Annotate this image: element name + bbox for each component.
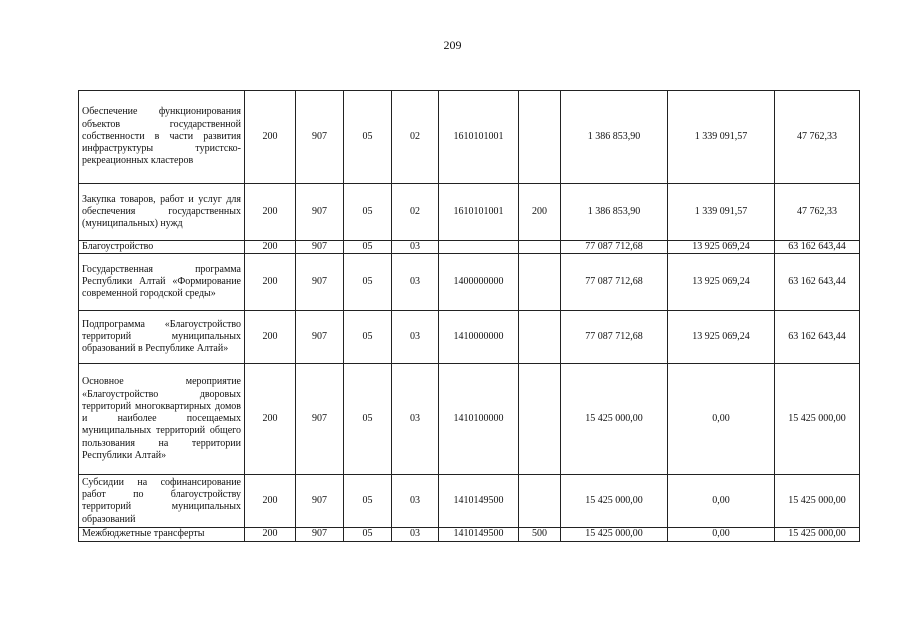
target-article: 1610101001 xyxy=(439,91,519,184)
amount-total: 77 087 712,68 xyxy=(561,254,668,311)
target-article xyxy=(439,241,519,254)
section-code: 05 xyxy=(344,311,392,364)
subsection-code: 02 xyxy=(392,91,439,184)
amount-regional: 15 425 000,00 xyxy=(775,364,860,475)
amount-federal: 13 925 069,24 xyxy=(668,311,775,364)
amount-regional: 15 425 000,00 xyxy=(775,475,860,528)
table-row xyxy=(79,91,860,184)
expense-type xyxy=(519,475,561,528)
section-code: 05 xyxy=(344,241,392,254)
expense-type xyxy=(519,364,561,475)
target-article: 1410149500 xyxy=(439,528,519,541)
row-name: Закупка товаров, работ и услуг для обеспечения государственных (муниципальных) нужд xyxy=(79,184,245,241)
table-row xyxy=(79,184,860,241)
table-row xyxy=(79,528,860,541)
row-name: Основное мероприятие «Благоустройство дворовых территорий многоквартирных домов и наиболее посещаемых муниципальных территорий общего пользования на территории Республики Алтай» xyxy=(79,364,245,475)
ministry-code: 907 xyxy=(296,475,344,528)
amount-regional: 15 425 000,00 xyxy=(775,528,860,541)
table-row xyxy=(79,241,860,254)
admin-code: 200 xyxy=(245,364,296,475)
table-row xyxy=(79,254,860,311)
row-name: Подпрограмма «Благоустройство территорий муниципальных образований в Республике Алтай» xyxy=(79,311,245,364)
expense-type xyxy=(519,311,561,364)
admin-code: 200 xyxy=(245,91,296,184)
table-row xyxy=(79,364,860,475)
ministry-code: 907 xyxy=(296,364,344,475)
admin-code: 200 xyxy=(245,311,296,364)
expense-type: 200 xyxy=(519,184,561,241)
amount-total: 77 087 712,68 xyxy=(561,241,668,254)
row-name: Обеспечение функционирования объектов государственной собственности в части развития инфраструктуры туристско-рекреационных кластеров xyxy=(79,91,245,184)
subsection-code: 03 xyxy=(392,241,439,254)
ministry-code: 907 xyxy=(296,254,344,311)
row-name: Межбюджетные трансферты xyxy=(79,528,245,541)
amount-total: 15 425 000,00 xyxy=(561,475,668,528)
amount-total: 15 425 000,00 xyxy=(561,528,668,541)
page-number: 209 xyxy=(443,38,462,52)
expense-type xyxy=(519,91,561,184)
admin-code: 200 xyxy=(245,241,296,254)
amount-federal: 1 339 091,57 xyxy=(668,184,775,241)
subsection-code: 03 xyxy=(392,364,439,475)
amount-federal: 0,00 xyxy=(668,475,775,528)
section-code: 05 xyxy=(344,528,392,541)
ministry-code: 907 xyxy=(296,528,344,541)
ministry-code: 907 xyxy=(296,184,344,241)
amount-federal: 1 339 091,57 xyxy=(668,91,775,184)
subsection-code: 02 xyxy=(392,184,439,241)
subsection-code: 03 xyxy=(392,311,439,364)
amount-total: 1 386 853,90 xyxy=(561,184,668,241)
row-name: Благоустройство xyxy=(79,241,245,254)
subsection-code: 03 xyxy=(392,528,439,541)
table-row xyxy=(79,311,860,364)
row-name: Субсидии на софинансирование работ по благоустройству территорий муниципальных образований xyxy=(79,475,245,528)
expense-type: 500 xyxy=(519,528,561,541)
budget-table xyxy=(78,90,860,542)
subsection-code: 03 xyxy=(392,475,439,528)
admin-code: 200 xyxy=(245,528,296,541)
subsection-code: 03 xyxy=(392,254,439,311)
target-article: 1410100000 xyxy=(439,364,519,475)
admin-code: 200 xyxy=(245,475,296,528)
amount-federal: 13 925 069,24 xyxy=(668,241,775,254)
target-article: 1410149500 xyxy=(439,475,519,528)
section-code: 05 xyxy=(344,254,392,311)
ministry-code: 907 xyxy=(296,311,344,364)
amount-regional: 47 762,33 xyxy=(775,91,860,184)
row-name: Государственная программа Республики Алтай «Формирование современной городской среды» xyxy=(79,254,245,311)
amount-regional: 47 762,33 xyxy=(775,184,860,241)
expense-type xyxy=(519,254,561,311)
amount-regional: 63 162 643,44 xyxy=(775,311,860,364)
section-code: 05 xyxy=(344,184,392,241)
ministry-code: 907 xyxy=(296,91,344,184)
admin-code: 200 xyxy=(245,184,296,241)
amount-total: 1 386 853,90 xyxy=(561,91,668,184)
ministry-code: 907 xyxy=(296,241,344,254)
amount-total: 15 425 000,00 xyxy=(561,364,668,475)
amount-total: 77 087 712,68 xyxy=(561,311,668,364)
amount-federal: 13 925 069,24 xyxy=(668,254,775,311)
amount-federal: 0,00 xyxy=(668,528,775,541)
target-article: 1410000000 xyxy=(439,311,519,364)
admin-code: 200 xyxy=(245,254,296,311)
amount-regional: 63 162 643,44 xyxy=(775,241,860,254)
section-code: 05 xyxy=(344,364,392,475)
section-code: 05 xyxy=(344,475,392,528)
table-row xyxy=(79,475,860,528)
section-code: 05 xyxy=(344,91,392,184)
expense-type xyxy=(519,241,561,254)
target-article: 1610101001 xyxy=(439,184,519,241)
amount-regional: 63 162 643,44 xyxy=(775,254,860,311)
target-article: 1400000000 xyxy=(439,254,519,311)
amount-federal: 0,00 xyxy=(668,364,775,475)
